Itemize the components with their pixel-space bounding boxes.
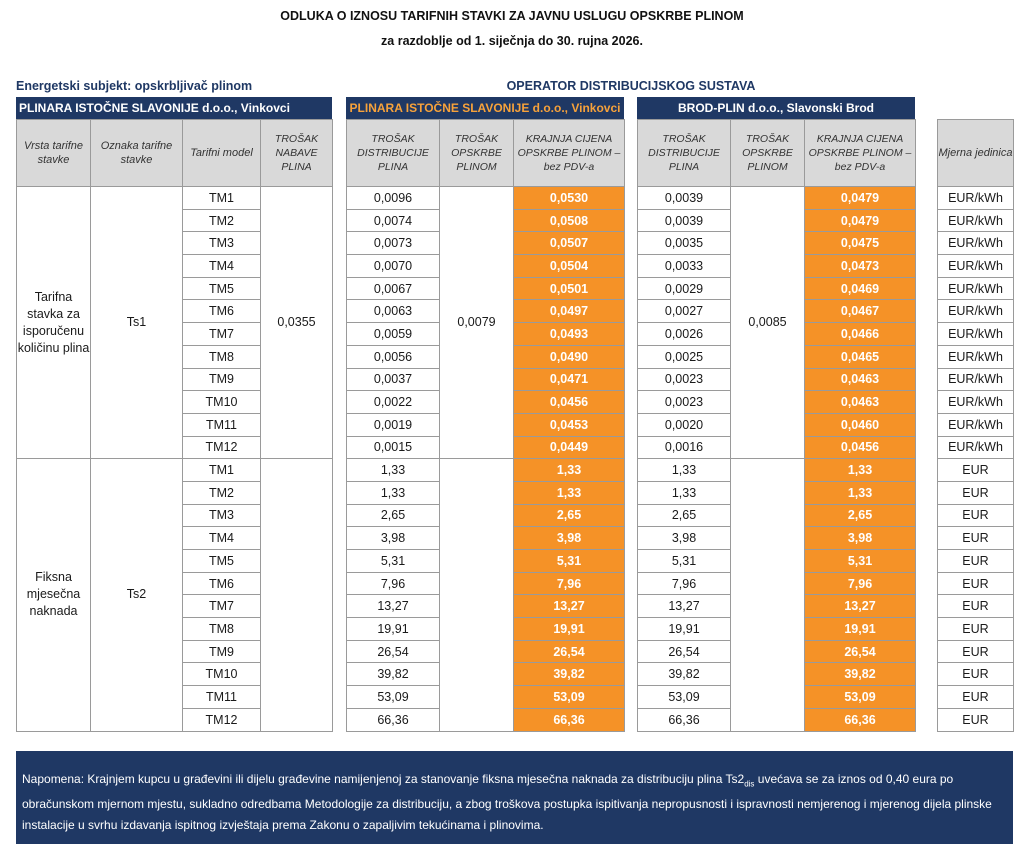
tariff-model-cell: TM11 [183, 686, 261, 709]
op2-distribution-cell: 0,0039 [638, 187, 731, 210]
table-row [938, 663, 1014, 686]
table-row [347, 187, 625, 210]
table-row [938, 686, 1014, 709]
op2-distribution-cell: 1,33 [638, 481, 731, 504]
op1-distribution-cell: 0,0096 [347, 187, 440, 210]
header-mjerna-jedinica: Mjerna jedinica [938, 120, 1014, 187]
table-row [938, 323, 1014, 346]
table-row [938, 368, 1014, 391]
op1-final-price-cell: 0,0530 [514, 187, 625, 210]
tariff-model-cell: TM7 [183, 595, 261, 618]
op2-distribution-cell: 13,27 [638, 595, 731, 618]
table-row [938, 209, 1014, 232]
table-row [938, 595, 1014, 618]
op1-final-price-cell: 0,0493 [514, 323, 625, 346]
op1-header-distribucija: TROŠAK DISTRIBUCIJE PLINA [347, 120, 440, 187]
op1-supply-cost-cell: 0,0079 [440, 187, 514, 459]
op1-final-price-cell: 0,0504 [514, 255, 625, 278]
nabava-cost-cell: 0,0355 [261, 187, 333, 459]
op2-distribution-cell: 19,91 [638, 618, 731, 641]
table-row [938, 572, 1014, 595]
tariff-code-cell: Ts2 [91, 459, 183, 731]
table-row [938, 708, 1014, 731]
unit-cell: EUR [938, 686, 1014, 709]
op2-distribution-cell: 66,36 [638, 708, 731, 731]
table-row [938, 255, 1014, 278]
operator2-name-bar: BROD-PLIN d.o.o., Slavonski Brod [637, 97, 915, 119]
table-row [938, 618, 1014, 641]
document-subtitle: za razdoblje od 1. siječnja do 30. rujna 2026. [381, 34, 643, 48]
table-row [938, 640, 1014, 663]
document-title: ODLUKA O IZNOSU TARIFNIH STAVKI ZA JAVNU USLUGU OPSKRBE PLINOM [280, 9, 744, 23]
op1-header-opskrba: TROŠAK OPSKRBE PLINOM [440, 120, 514, 187]
op2-distribution-cell: 39,82 [638, 663, 731, 686]
table-row [938, 300, 1014, 323]
op2-distribution-cell: 53,09 [638, 686, 731, 709]
footnote-text-2: uvećava se za iznos od 0,40 eura po obračunskom mjernom mjestu, sukladno odredbama Metodologije za distribuciju, a zbog troškova postupka ispitivanja nepropusnosti i ispravnosti nemjerenog i mjerenog dijela plinske instalacije u svrhu izdavanja ispitnog izvještaja prema Zakonu o zapaljivim tekućinama i plinovima. [22, 772, 992, 833]
op1-final-price-cell: 0,0490 [514, 345, 625, 368]
op2-distribution-cell: 0,0039 [638, 209, 731, 232]
table-row [938, 391, 1014, 414]
tariff-model-cell: TM8 [183, 345, 261, 368]
op1-distribution-cell: 1,33 [347, 459, 440, 482]
operator1-name-bar: PLINARA ISTOČNE SLAVONIJE d.o.o., Vinkovci [346, 97, 624, 119]
unit-cell: EUR [938, 504, 1014, 527]
op1-distribution-cell: 26,54 [347, 640, 440, 663]
op2-final-price-cell: 2,65 [805, 504, 916, 527]
op1-final-price-cell: 5,31 [514, 550, 625, 573]
op2-final-price-cell: 0,0479 [805, 187, 916, 210]
op2-header-distribucija: TROŠAK DISTRIBUCIJE PLINA [638, 120, 731, 187]
table-row [17, 459, 333, 482]
tariff-model-cell: TM1 [183, 459, 261, 482]
unit-cell: EUR [938, 481, 1014, 504]
unit-cell: EUR [938, 595, 1014, 618]
op2-distribution-cell: 0,0029 [638, 277, 731, 300]
op1-distribution-cell: 13,27 [347, 595, 440, 618]
operator1-table [346, 119, 625, 732]
op1-final-price-cell: 53,09 [514, 686, 625, 709]
tariff-model-cell: TM6 [183, 300, 261, 323]
op1-final-price-cell: 0,0507 [514, 232, 625, 255]
op1-supply-empty-cell [440, 459, 514, 731]
op2-final-price-cell: 0,0475 [805, 232, 916, 255]
op2-distribution-cell: 0,0023 [638, 368, 731, 391]
nabava-empty-cell [261, 459, 333, 731]
op2-distribution-cell: 0,0016 [638, 436, 731, 459]
op1-distribution-cell: 53,09 [347, 686, 440, 709]
tariff-model-cell: TM12 [183, 436, 261, 459]
op1-final-price-cell: 0,0497 [514, 300, 625, 323]
unit-cell: EUR [938, 550, 1014, 573]
op1-distribution-cell: 66,36 [347, 708, 440, 731]
op2-final-price-cell: 0,0466 [805, 323, 916, 346]
op2-final-price-cell: 0,0469 [805, 277, 916, 300]
op1-distribution-cell: 0,0037 [347, 368, 440, 391]
op1-final-price-cell: 0,0501 [514, 277, 625, 300]
op1-header-krajnja: KRAJNJA CIJENA OPSKRBE PLINOM – bez PDV-a [514, 120, 625, 187]
tariff-model-cell: TM10 [183, 391, 261, 414]
table-row [938, 345, 1014, 368]
op1-distribution-cell: 19,91 [347, 618, 440, 641]
op2-distribution-cell: 3,98 [638, 527, 731, 550]
unit-cell: EUR [938, 527, 1014, 550]
op2-final-price-cell: 3,98 [805, 527, 916, 550]
op2-final-price-cell: 0,0460 [805, 413, 916, 436]
unit-cell: EUR [938, 618, 1014, 641]
supplier-label: Energetski subjekt: opskrbljivač plinom [16, 79, 253, 93]
table-row [17, 187, 333, 210]
tariff-model-cell: TM10 [183, 663, 261, 686]
tariff-type-cell: Fiksna mjesečna naknada [17, 459, 91, 731]
tariff-model-cell: TM5 [183, 550, 261, 573]
unit-cell: EUR/kWh [938, 323, 1014, 346]
tariff-model-cell: TM7 [183, 323, 261, 346]
header-vrsta: Vrsta tarifne stavke [17, 120, 91, 187]
op2-final-price-cell: 19,91 [805, 618, 916, 641]
op2-final-price-cell: 0,0465 [805, 345, 916, 368]
table-row [638, 459, 916, 482]
op2-distribution-cell: 0,0033 [638, 255, 731, 278]
op2-final-price-cell: 26,54 [805, 640, 916, 663]
op2-distribution-cell: 7,96 [638, 572, 731, 595]
op2-final-price-cell: 66,36 [805, 708, 916, 731]
op2-final-price-cell: 0,0479 [805, 209, 916, 232]
op2-distribution-cell: 0,0035 [638, 232, 731, 255]
supplier-name-bar: PLINARA ISTOČNE SLAVONIJE d.o.o., Vinkovci [16, 97, 332, 119]
tariff-model-cell: TM1 [183, 187, 261, 210]
op1-distribution-cell: 1,33 [347, 481, 440, 504]
op1-final-price-cell: 0,0508 [514, 209, 625, 232]
op1-final-price-cell: 1,33 [514, 459, 625, 482]
table-row [938, 481, 1014, 504]
op2-header-krajnja: KRAJNJA CIJENA OPSKRBE PLINOM – bez PDV-a [805, 120, 916, 187]
unit-cell: EUR [938, 459, 1014, 482]
op1-final-price-cell: 2,65 [514, 504, 625, 527]
op2-header-opskrba: TROŠAK OPSKRBE PLINOM [731, 120, 805, 187]
op2-final-price-cell: 1,33 [805, 481, 916, 504]
op1-final-price-cell: 0,0449 [514, 436, 625, 459]
op2-final-price-cell: 0,0463 [805, 391, 916, 414]
table-row [938, 413, 1014, 436]
op1-final-price-cell: 26,54 [514, 640, 625, 663]
footnote [16, 751, 1013, 844]
op2-final-price-cell: 53,09 [805, 686, 916, 709]
tariff-model-cell: TM11 [183, 413, 261, 436]
op2-distribution-cell: 0,0025 [638, 345, 731, 368]
unit-cell: EUR/kWh [938, 277, 1014, 300]
op1-distribution-cell: 0,0070 [347, 255, 440, 278]
table-row [938, 504, 1014, 527]
op2-final-price-cell: 0,0467 [805, 300, 916, 323]
op1-distribution-cell: 0,0074 [347, 209, 440, 232]
tariff-model-cell: TM5 [183, 277, 261, 300]
op2-distribution-cell: 0,0027 [638, 300, 731, 323]
op1-distribution-cell: 0,0073 [347, 232, 440, 255]
tariff-model-cell: TM3 [183, 232, 261, 255]
unit-cell: EUR/kWh [938, 232, 1014, 255]
op2-distribution-cell: 0,0023 [638, 391, 731, 414]
op2-final-price-cell: 7,96 [805, 572, 916, 595]
op1-distribution-cell: 0,0067 [347, 277, 440, 300]
op1-final-price-cell: 7,96 [514, 572, 625, 595]
unit-cell: EUR/kWh [938, 391, 1014, 414]
op1-distribution-cell: 0,0019 [347, 413, 440, 436]
op2-final-price-cell: 5,31 [805, 550, 916, 573]
op2-distribution-cell: 0,0026 [638, 323, 731, 346]
table-row [938, 459, 1014, 482]
op1-final-price-cell: 0,0471 [514, 368, 625, 391]
op1-final-price-cell: 0,0456 [514, 391, 625, 414]
op1-distribution-cell: 7,96 [347, 572, 440, 595]
header-oznaka: Oznaka tarifne stavke [91, 120, 183, 187]
tariff-type-cell: Tarifna stavka za isporučenu količinu plina [17, 187, 91, 459]
table-row [938, 232, 1014, 255]
unit-table [937, 119, 1014, 732]
footnote-text-1: Napomena: Krajnjem kupcu u građevini ili dijelu građevine namijenjenoj za stanovanje fiksna mjesečna naknada za distribuciju plina Ts2 [22, 772, 745, 786]
table-row [347, 459, 625, 482]
unit-cell: EUR/kWh [938, 436, 1014, 459]
tariff-model-cell: TM3 [183, 504, 261, 527]
tariff-model-cell: TM6 [183, 572, 261, 595]
op2-final-price-cell: 13,27 [805, 595, 916, 618]
op1-distribution-cell: 2,65 [347, 504, 440, 527]
table-row [938, 436, 1014, 459]
tariff-code-cell: Ts1 [91, 187, 183, 459]
tariff-model-cell: TM4 [183, 527, 261, 550]
op1-distribution-cell: 39,82 [347, 663, 440, 686]
header-model: Tarifni model [183, 120, 261, 187]
unit-cell: EUR/kWh [938, 368, 1014, 391]
operator-label: OPERATOR DISTRIBUCIJSKOG SUSTAVA [506, 79, 756, 93]
op2-final-price-cell: 0,0456 [805, 436, 916, 459]
op1-distribution-cell: 0,0063 [347, 300, 440, 323]
table-row [938, 550, 1014, 573]
op1-distribution-cell: 3,98 [347, 527, 440, 550]
unit-cell: EUR [938, 640, 1014, 663]
tariff-model-cell: TM2 [183, 209, 261, 232]
op2-final-price-cell: 39,82 [805, 663, 916, 686]
unit-cell: EUR [938, 572, 1014, 595]
tariff-model-cell: TM12 [183, 708, 261, 731]
table-row [938, 527, 1014, 550]
tariff-model-cell: TM9 [183, 640, 261, 663]
tariff-model-cell: TM2 [183, 481, 261, 504]
unit-cell: EUR/kWh [938, 255, 1014, 278]
table-row [638, 187, 916, 210]
op2-final-price-cell: 0,0473 [805, 255, 916, 278]
unit-cell: EUR/kWh [938, 413, 1014, 436]
op1-final-price-cell: 19,91 [514, 618, 625, 641]
unit-cell: EUR/kWh [938, 187, 1014, 210]
op2-supply-empty-cell [731, 459, 805, 731]
tariff-model-cell: TM9 [183, 368, 261, 391]
op2-distribution-cell: 2,65 [638, 504, 731, 527]
footnote-subscript: dis [744, 779, 755, 789]
unit-cell: EUR/kWh [938, 300, 1014, 323]
table-row [938, 187, 1014, 210]
unit-cell: EUR/kWh [938, 345, 1014, 368]
op1-final-price-cell: 39,82 [514, 663, 625, 686]
tariff-model-cell: TM4 [183, 255, 261, 278]
op2-final-price-cell: 0,0463 [805, 368, 916, 391]
op1-final-price-cell: 3,98 [514, 527, 625, 550]
op2-supply-cost-cell: 0,0085 [731, 187, 805, 459]
op1-final-price-cell: 0,0453 [514, 413, 625, 436]
op1-distribution-cell: 0,0056 [347, 345, 440, 368]
op2-final-price-cell: 1,33 [805, 459, 916, 482]
op1-final-price-cell: 13,27 [514, 595, 625, 618]
op2-distribution-cell: 26,54 [638, 640, 731, 663]
op1-distribution-cell: 0,0059 [347, 323, 440, 346]
unit-cell: EUR [938, 708, 1014, 731]
op1-final-price-cell: 66,36 [514, 708, 625, 731]
tariff-model-cell: TM8 [183, 618, 261, 641]
table-row [938, 277, 1014, 300]
operator2-table [637, 119, 916, 732]
unit-cell: EUR/kWh [938, 209, 1014, 232]
op2-distribution-cell: 0,0020 [638, 413, 731, 436]
op2-distribution-cell: 1,33 [638, 459, 731, 482]
op1-distribution-cell: 0,0015 [347, 436, 440, 459]
op1-distribution-cell: 0,0022 [347, 391, 440, 414]
header-nabava: TROŠAK NABAVE PLINA [261, 120, 333, 187]
op1-final-price-cell: 1,33 [514, 481, 625, 504]
supplier-table [16, 119, 333, 732]
op1-distribution-cell: 5,31 [347, 550, 440, 573]
unit-cell: EUR [938, 663, 1014, 686]
op2-distribution-cell: 5,31 [638, 550, 731, 573]
